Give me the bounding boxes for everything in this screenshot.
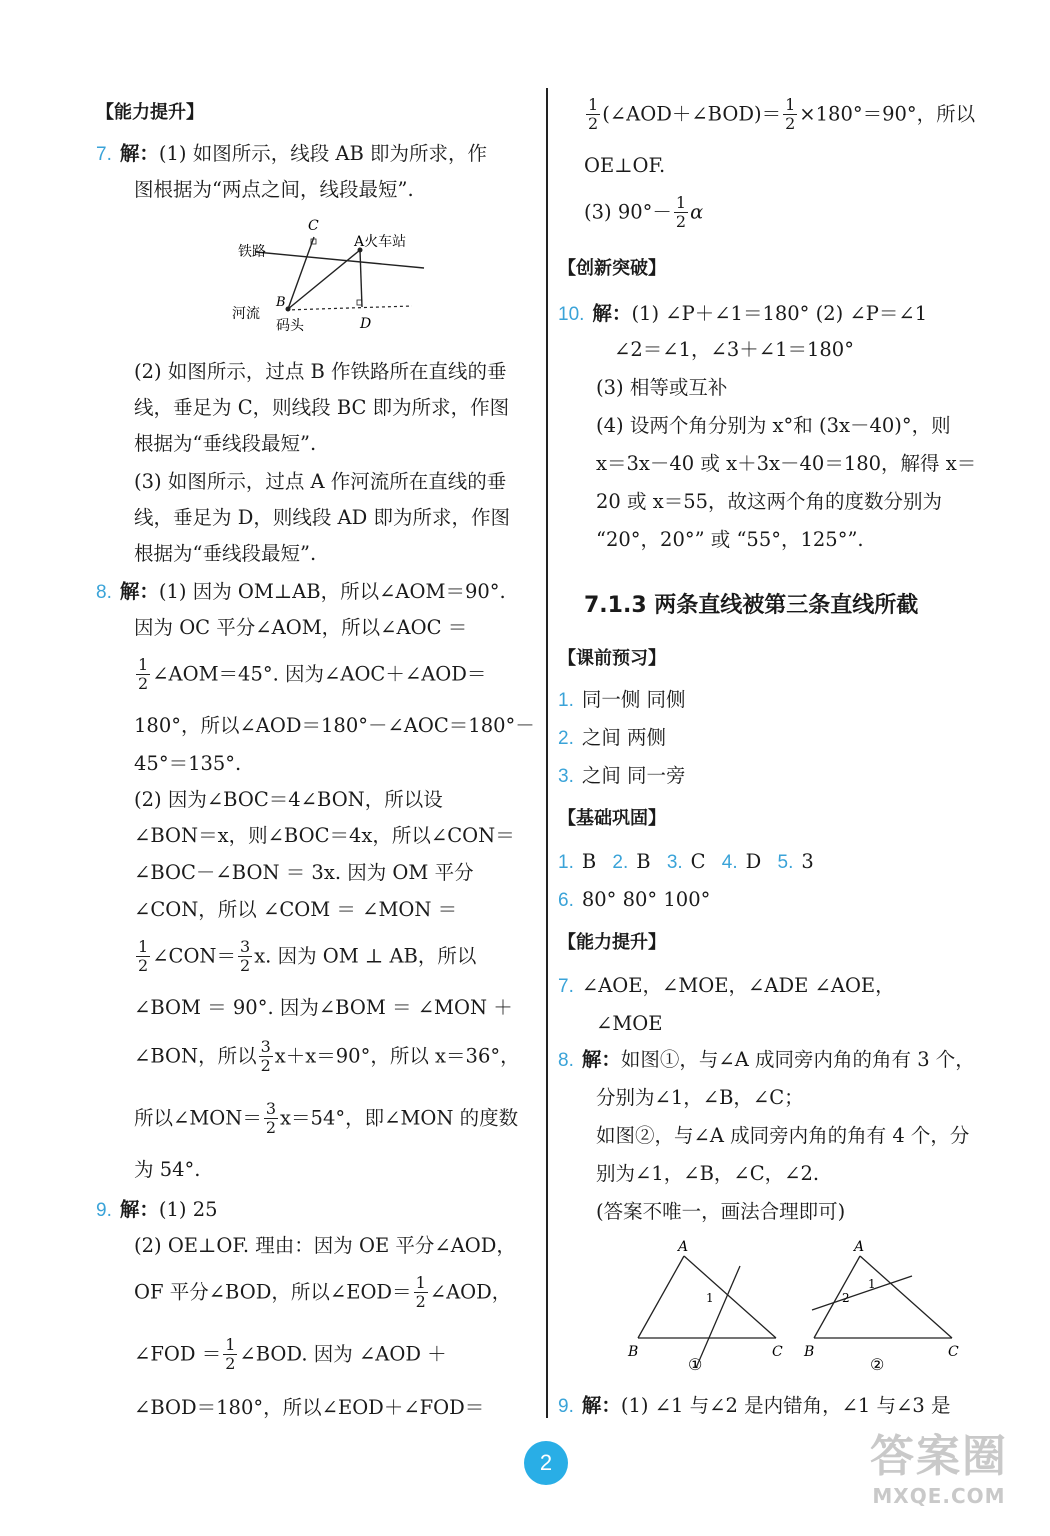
q9-line: ∠FOD ＝ $\frac{1}{2}$ ∠BOD. 因为 ∠AOD ＋ — [134, 1335, 447, 1374]
label-b: B — [628, 1344, 639, 1360]
q8-line: $\frac{1}{2}$ ∠CON＝ $\frac{3}{2}$ x. 因为 OM ⊥ AB，所以 — [138, 937, 477, 976]
q8-line: ∠BON＝x，则∠BOC＝4x，所以∠CON＝ — [134, 824, 515, 847]
angle-1: 1 — [868, 1277, 876, 1291]
label-rail: 铁路 — [238, 244, 266, 260]
q8-line: ∠BON，所以 $\frac{3}{2}$ x＋x＝90°，所以 x＝36°， — [134, 1037, 520, 1076]
q10-line: x＝3x－40 或 x＋3x－40＝180，解得 x＝ — [596, 452, 977, 475]
angle-1: 1 — [706, 1291, 714, 1305]
q8-line: 别为∠1，∠B，∠C，∠2. — [596, 1162, 820, 1185]
q9-cont-line: (3) 90°－ $\frac{1}{2}$ α — [584, 193, 704, 232]
q8-line: 所以∠MON＝ $\frac{3}{2}$ x＝54°，即∠MON 的度数 — [134, 1099, 519, 1138]
q7-line: 7. ∠AOE，∠MOE，∠ADE ∠AOE， — [558, 974, 895, 997]
label-wharf: 码头 — [276, 318, 304, 334]
label-c: C — [948, 1344, 959, 1360]
q8-line: 8. 解：如图①，与∠A 成同旁内角的角有 3 个， — [558, 1048, 975, 1071]
q8-line: ∠CON，所以 ∠COM ＝ ∠MON ＝ — [134, 898, 458, 921]
q8-figures — [624, 1236, 1004, 1386]
label-b: B — [804, 1344, 815, 1360]
q9-line: 9. 解：(1) 25 — [96, 1198, 218, 1221]
q8-line: ∠BOM ＝ 90°. 因为∠BOM ＝ ∠MON ＋ — [134, 996, 513, 1019]
label-d: D — [360, 316, 372, 332]
q10-line: ∠2＝∠1，∠3＋∠1＝180° — [614, 338, 854, 361]
angle-2: 2 — [842, 1291, 850, 1305]
point-b — [286, 307, 291, 312]
q7-line: ∠MOE — [596, 1012, 663, 1035]
q9-cont-line: $\frac{1}{2}$ (∠AOD＋∠BOD)＝ $\frac{1}{2}$ ×180°＝90°，所以 — [588, 95, 976, 134]
q8-line: 因为 OC 平分∠AOM，所以∠AOC ＝ — [134, 616, 468, 639]
river-line — [286, 306, 412, 310]
q8-line: 45°＝135°. — [134, 752, 242, 775]
label-c: C — [772, 1344, 783, 1360]
list-item: 1. 同一侧 同侧 — [558, 688, 686, 711]
q7-line: 线，垂足为 D，则线段 AD 即为所求，作图 — [134, 506, 510, 529]
label-a: A — [854, 1239, 865, 1255]
q9-line: (2) OE⊥OF. 理由：因为 OE 平分∠AOD， — [134, 1234, 516, 1257]
q7-figure — [232, 212, 436, 342]
q8-line: 如图②，与∠A 成同旁内角的角有 4 个，分 — [596, 1124, 970, 1147]
column-divider — [546, 88, 548, 1418]
q9-line: OF 平分∠BOD，所以∠EOD＝ $\frac{1}{2}$ ∠AOD， — [134, 1273, 512, 1312]
q7-line: (3) 如图所示，过点 A 作河流所在直线的垂 — [134, 470, 507, 493]
section-title: 7.1.3 两条直线被第三条直线所截 — [584, 593, 919, 618]
segment-ad — [360, 250, 362, 307]
q10-line: 10. 解：(1) ∠P＋∠1＝180° (2) ∠P＝∠1 — [558, 302, 928, 325]
q9-line: ∠BOD＝180°，所以∠EOD＋∠FOD＝ — [134, 1396, 485, 1419]
q10-line: 20 或 x＝55，故这两个角的度数分别为 — [596, 490, 943, 513]
q8-line: 8. 解：(1) 因为 OM⊥AB，所以∠AOM＝90°. — [96, 580, 506, 603]
q8-line: (2) 因为∠BOC＝4∠BON，所以设 — [134, 788, 443, 811]
watermark: 答案圈 MXQE.COM — [870, 1431, 1008, 1508]
q8-line: 180°，所以∠AOD＝180°－∠AOC＝180°－ — [134, 714, 535, 737]
q8-line: ∠BOC－∠BON ＝ 3x. 因为 OM 平分 — [134, 861, 474, 884]
figure-1 — [627, 1239, 783, 1374]
caption-1: ① — [688, 1355, 703, 1374]
label-c: C — [308, 218, 319, 234]
q7-line: 根据为“垂线段最短”. — [134, 432, 317, 455]
q7-line: 图根据为“两点之间，线段最短”. — [134, 178, 414, 201]
caption-2: ② — [870, 1355, 885, 1374]
section-heading: 【能力提升】 — [96, 102, 204, 123]
label-river: 河流 — [232, 306, 260, 322]
q9-cont-line: OE⊥OF. — [584, 154, 666, 177]
q7-line: 线，垂足为 C，则线段 BC 即为所求，作图 — [134, 396, 510, 419]
q8-line: $\frac{1}{2}$ ∠AOM＝45°. 因为∠AOC＋∠AOD＝ — [138, 655, 487, 694]
list-item: 3. 之间 同一旁 — [558, 764, 686, 787]
q10-line: (3) 相等或互补 — [596, 376, 728, 399]
q7-line: (2) 如图所示，过点 B 作铁路所在直线的垂 — [134, 360, 507, 383]
label-b: B — [276, 295, 286, 310]
q8-line: (答案不唯一，画法合理即可) — [596, 1200, 846, 1223]
q8-line: 为 54°. — [134, 1158, 201, 1181]
q10-line: (4) 设两个角分别为 x°和 (3x－40)°，则 — [596, 414, 951, 437]
section-heading: 【课前预习】 — [558, 648, 666, 669]
q8-line: 分别为∠1，∠B，∠C； — [596, 1086, 804, 1109]
q9-line: 9. 解：(1) ∠1 与∠2 是内错角，∠1 与∠3 是 — [558, 1394, 951, 1417]
q7-line: 7. 解：(1) 如图所示，线段 AB 即为所求，作 — [96, 142, 488, 165]
list-item: 2. 之间 两侧 — [558, 726, 667, 749]
label-a: A — [678, 1239, 689, 1255]
list-item: 1. B 2. B 3. C 4. D 5. 3 — [558, 850, 814, 873]
figure-2 — [803, 1239, 959, 1374]
q7-line: 根据为“垂线段最短”. — [134, 542, 317, 565]
section-heading: 【创新突破】 — [558, 258, 666, 279]
page-number: 2 — [524, 1441, 568, 1485]
list-item: 6. 80° 80° 100° — [558, 888, 711, 911]
label-station: A火车站 — [354, 234, 407, 250]
q10-line: “20°，20°” 或 “55°，125°”. — [596, 528, 864, 551]
section-heading: 【能力提升】 — [558, 932, 666, 953]
section-heading: 【基础巩固】 — [558, 808, 666, 829]
